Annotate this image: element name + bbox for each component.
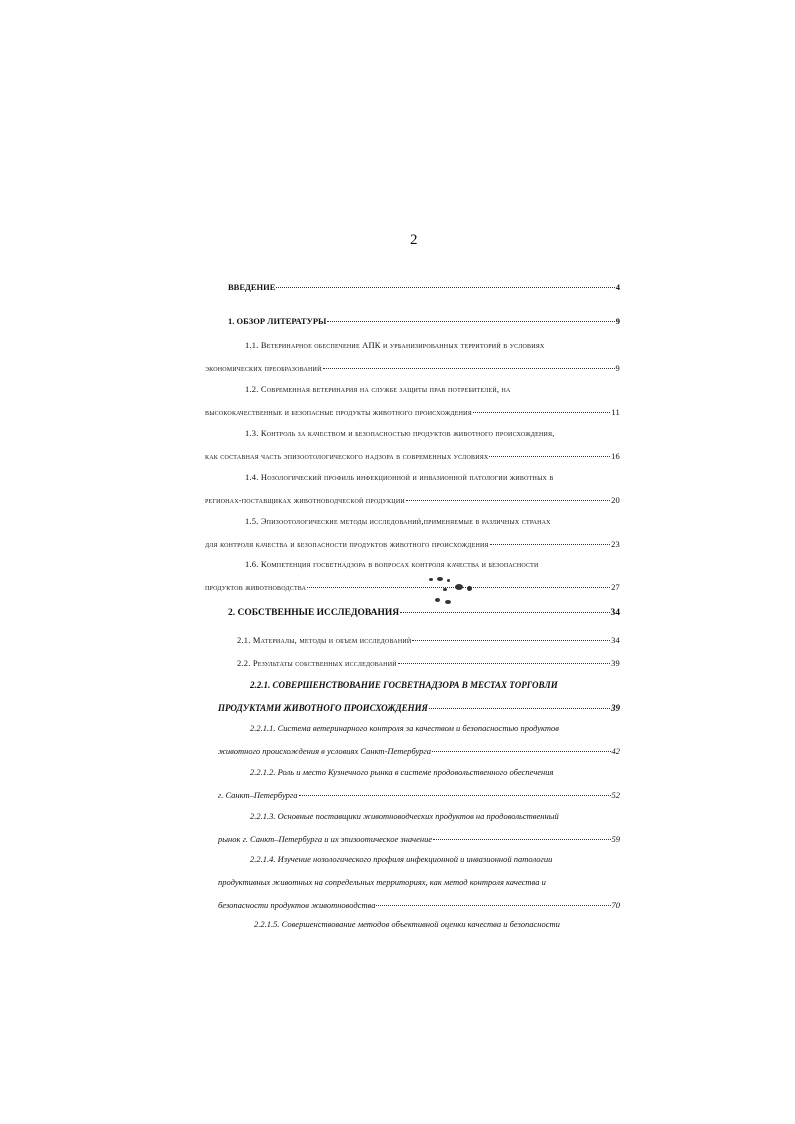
leader-dots: [327, 321, 614, 322]
toc-entry-2-2[interactable]: [237, 657, 620, 669]
toc-page: 39: [611, 703, 620, 713]
leader-dots: [412, 640, 610, 641]
toc-page: 42: [611, 746, 620, 756]
toc-line: 1.2. Современная ветеринария на службе защиты прав потребителей, на: [245, 384, 511, 394]
toc-line: 2.2.1.2. Роль и место Кузнечного рынка в системе продовольственного обеспечения: [250, 767, 554, 777]
toc-entry-2-2-1-3[interactable]: [218, 810, 620, 845]
toc-entry-1-3[interactable]: [205, 427, 620, 462]
page-number: 2: [410, 232, 418, 248]
toc-line: 1.5. Эпизоотологические методы исследований,применяемые в различных странах: [245, 516, 551, 526]
leader-dots: [406, 500, 610, 501]
leader-dots: [398, 663, 610, 664]
toc-page: 9: [615, 316, 620, 326]
toc-page: 34: [610, 608, 620, 618]
toc-line: ПРОДУКТАМИ ЖИВОТНОГО ПРОИСХОЖДЕНИЯ: [218, 703, 428, 713]
toc-line: продуктов животноводства: [205, 582, 307, 592]
toc-line: 2.2.1.3. Основные поставщики животноводческих продуктов на продовольственный: [250, 811, 559, 821]
toc-page: 39: [611, 658, 620, 668]
leader-dots: [400, 612, 609, 613]
toc-entry-intro[interactable]: [228, 281, 620, 293]
toc-page: 11: [611, 407, 620, 417]
toc-page: 34: [611, 635, 620, 645]
toc-line: 1.3. Контроль за качеством и безопасностью продуктов животного происхождения,: [245, 428, 555, 438]
toc-page: 27: [611, 582, 620, 592]
toc-page: 52: [611, 790, 620, 800]
ink-smudge: [425, 576, 485, 608]
toc-label: ВВЕДЕНИЕ: [228, 282, 276, 292]
toc-entry-1-4[interactable]: [205, 471, 620, 506]
toc-line: 1.6. Компетенция госветнадзора в вопросах контроля качества и безопасности: [245, 559, 539, 569]
toc-line: продуктивных животных на сопредельных территориях, как метод контроля качества и: [218, 877, 546, 887]
toc-line: 1.4. Нозологический профиль инфекционной и инвазионной патологии животных в: [245, 472, 554, 482]
toc-line: высококачественные и безопасные продукты животного происхождения: [205, 407, 472, 417]
toc-label: 2.2. Результаты собственных исследований: [237, 658, 397, 668]
leader-dots: [376, 905, 610, 906]
toc-entry-2-2-1-4[interactable]: [218, 853, 620, 911]
leader-dots: [276, 287, 614, 288]
toc-line: г. Санкт–Петербурга: [218, 790, 298, 800]
toc-label: 1. ОБЗОР ЛИТЕРАТУРЫ: [228, 316, 327, 326]
toc-entry-chapter-1[interactable]: [228, 315, 620, 327]
toc-line: 2.2.1. СОВЕРШЕНСТВОВАНИЕ ГОСВЕТНАДЗОРА В МЕСТАХ ТОРГОВЛИ: [250, 680, 558, 690]
leader-dots: [432, 751, 610, 752]
toc-entry-1-6[interactable]: [205, 558, 620, 593]
toc-entry-2-2-1-5[interactable]: [218, 918, 620, 930]
toc-page: 20: [611, 495, 620, 505]
toc-page: 9: [615, 363, 620, 373]
toc-entry-1-5[interactable]: [205, 515, 620, 550]
toc-entry-1-2[interactable]: [205, 383, 620, 418]
leader-dots: [489, 456, 610, 457]
toc-page: 59: [611, 834, 620, 844]
toc-page: 16: [611, 451, 620, 461]
toc-line: 1.1. Ветеринарное обеспечение АПК и урбанизированных территорий в условиях: [245, 340, 545, 350]
toc-entry-2-2-1-1[interactable]: [218, 722, 620, 757]
toc-entry-chapter-2[interactable]: [228, 607, 620, 619]
leader-dots: [490, 544, 610, 545]
leader-dots: [429, 708, 610, 709]
leader-dots: [299, 795, 611, 796]
toc-line: 2.2.1.1. Система ветеринарного контроля за качеством и безопасностью продуктов: [250, 723, 559, 733]
toc-line: как составная часть эпизоотологического надзора в современных условиях: [205, 451, 489, 461]
toc-line: 2.2.1.5. Совершенствование методов объективной оценки качества и безопасности: [254, 919, 560, 929]
leader-dots: [433, 839, 610, 840]
toc-line: животного происхождения в условиях Санкт-Петербурга: [218, 746, 432, 756]
toc-entry-1-1[interactable]: [205, 339, 620, 374]
toc-line: регионах-поставщиках животноводческой продукции: [205, 495, 405, 505]
toc-line: 2.2.1.4. Изучение нозологического профиля инфекционной и инвазионной патологии: [250, 854, 553, 864]
toc-entry-2-1[interactable]: [237, 634, 620, 646]
toc-page: 4: [615, 282, 620, 292]
toc-entry-2-2-1-2[interactable]: [218, 766, 620, 801]
toc-line: рынок г. Санкт–Петербурга и их эпизоотическое значение: [218, 834, 433, 844]
toc-line: экономических преобразований: [205, 363, 322, 373]
toc-page: 23: [611, 539, 620, 549]
toc-line: для контроля качества и безопасности продуктов животного происхождения: [205, 539, 489, 549]
toc-label: 2.1. Материалы, методы и объем исследований: [237, 635, 412, 645]
toc-line: безопасности продуктов животноводства: [218, 900, 376, 910]
toc-page: 70: [611, 900, 620, 910]
leader-dots: [323, 368, 615, 369]
toc-entry-2-2-1[interactable]: [218, 679, 620, 714]
leader-dots: [473, 412, 610, 413]
toc-label: 2. СОБСТВЕННЫЕ ИССЛЕДОВАНИЯ: [228, 608, 400, 618]
